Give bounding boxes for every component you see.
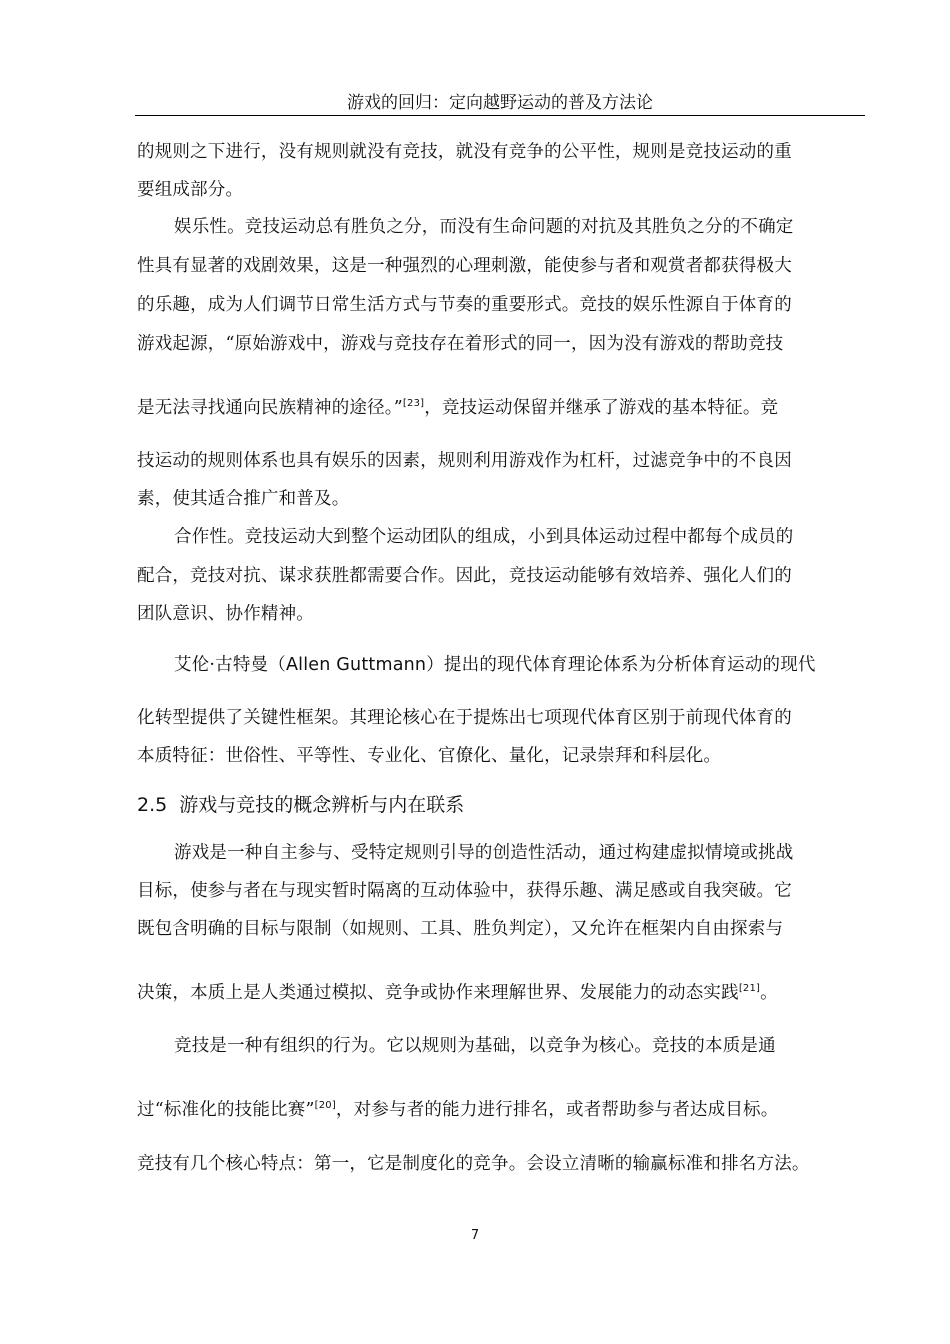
p3-line-1: 合作性。竞技运动大到整个运动团队的组成，小到具体运动过程中都每个成员的 — [174, 527, 794, 547]
p5-line-4 — [137, 981, 778, 1005]
section-heading — [137, 792, 464, 818]
p5-line-3: 既包含明确的目标与限制（如规则、工具、胜负判定），又允许在框架内自由探索与 — [137, 919, 784, 939]
p6-line-3: 竞技有几个核心特点：第一，它是制度化的竞争。会设立清晰的输赢标准和排名方法。 — [137, 1154, 810, 1174]
p6-line-2-text-a: 过“标准化的技能比赛” — [137, 1100, 315, 1120]
p3-line-3: 团队意识、协作精神。 — [137, 604, 314, 624]
p2-line-7: 素，使其适合推广和普及。 — [137, 489, 350, 509]
p2-line-4: 游戏起源，“原始游戏中，游戏与竞技存在着形式的同一，因为没有游戏的帮助竞技 — [137, 334, 784, 354]
citation-21: [21] — [738, 983, 761, 994]
p1-line-2: 要组成部分。 — [137, 180, 244, 200]
p2-line-5-text-a: 是无法寻找通向民族精神的途径。” — [137, 398, 403, 418]
page-number: 7 — [470, 1228, 480, 1243]
p5-line-4-text-b: 。 — [760, 983, 778, 1003]
citation-20: [20] — [314, 1100, 336, 1111]
section-number: 2.5 — [137, 794, 168, 816]
author-name: Allen Guttmann — [285, 655, 427, 675]
header-rule — [135, 115, 865, 116]
p1-line-1: 的规则之下进行，没有规则就没有竞技，就没有竞争的公平性，规则是竞技运动的重 — [137, 142, 792, 162]
p4-line-1 — [174, 653, 816, 677]
p5-line-4-text-a: 决策，本质上是人类通过模拟、竞争或协作来理解世界、发展能力的动态实践 — [137, 983, 739, 1003]
p5-line-2: 目标，使参与者在与现实暂时隔离的互动体验中，获得乐趣、满足感或自我突破。它 — [137, 881, 792, 901]
p2-line-3: 的乐趣，成为人们调节日常生活方式与节奏的重要形式。竞技的娱乐性源自于体育的 — [137, 295, 792, 315]
p6-line-1: 竞技是一种有组织的行为。它以规则为基础，以竞争为核心。竞技的本质是通 — [174, 1036, 776, 1056]
p4-line-2: 化转型提供了关键性框架。其理论核心在于提炼出七项现代体育区别于前现代体育的 — [137, 708, 792, 728]
p2-line-5 — [137, 396, 778, 420]
p4-line-1-text-b: ）提出的现代体育理论体系为分析体育运动的现代 — [426, 655, 816, 675]
p6-line-2 — [137, 1098, 778, 1122]
p2-line-5-text-b: ，竞技运动保留并继承了游戏的基本特征。竞 — [424, 398, 779, 418]
p4-line-3: 本质特征：世俗性、平等性、专业化、官僚化、量化，记录崇拜和科层化。 — [137, 746, 722, 766]
citation-23: [23] — [402, 398, 425, 409]
p2-line-1: 娱乐性。竞技运动总有胜负之分，而没有生命问题的对抗及其胜负之分的不确定 — [174, 217, 794, 237]
p3-line-2: 配合，竞技对抗、谋求获胜都需要合作。因此，竞技运动能够有效培养、强化人们的 — [137, 566, 792, 586]
section-title: 游戏与竞技的概念辨析与内在联系 — [179, 794, 465, 816]
p2-line-2: 性具有显著的戏剧效果，这是一种强烈的心理刺激，能使参与者和观赏者都获得极大 — [137, 256, 792, 276]
p2-line-6: 技运动的规则体系也具有娱乐的因素，规则利用游戏作为杠杆，过滤竞争中的不良因 — [137, 451, 792, 471]
running-header: 游戏的回归：定向越野运动的普及方法论 — [347, 93, 653, 113]
p4-line-1-text-a: 艾伦·古特曼（ — [174, 655, 286, 675]
p6-line-2-text-b: ，对参与者的能力进行排名，或者帮助参与者达成目标。 — [335, 1100, 779, 1120]
p5-line-1: 游戏是一种自主参与、受特定规则引导的创造性活动，通过构建虚拟情境或挑战 — [174, 843, 794, 863]
